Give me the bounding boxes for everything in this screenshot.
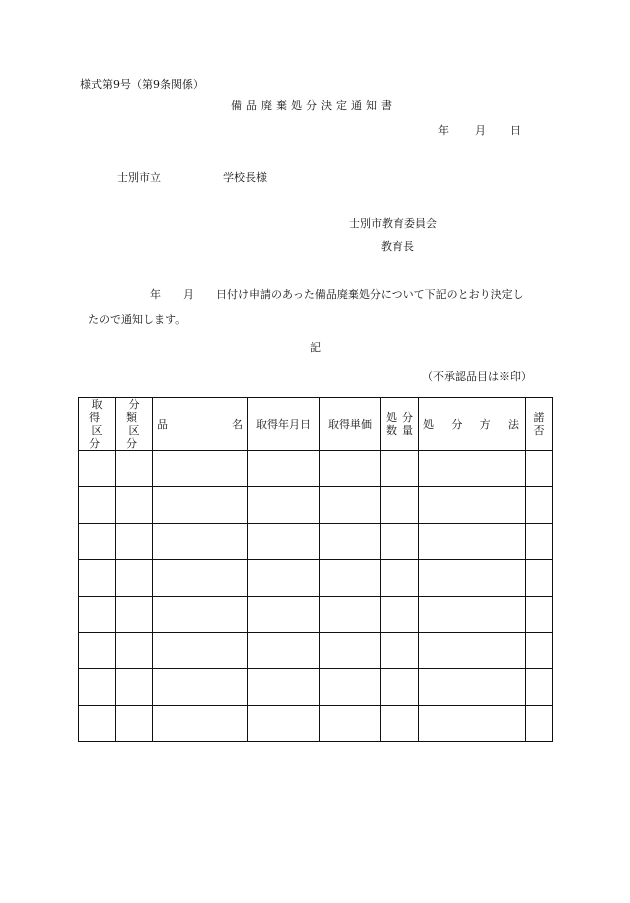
table-cell[interactable]: [248, 596, 320, 632]
table-row: [79, 669, 553, 705]
table-cell[interactable]: [381, 669, 419, 705]
table-row: [79, 596, 553, 632]
table-cell[interactable]: [526, 451, 553, 487]
header-approval: [526, 398, 553, 451]
table-cell[interactable]: [419, 705, 526, 741]
table-cell[interactable]: [116, 560, 153, 596]
table-cell[interactable]: [153, 487, 248, 523]
body-line-1-text: 日付け申請のあった備品廃棄処分について下記のとおり決定し: [216, 288, 524, 301]
table-cell[interactable]: [153, 705, 248, 741]
header-text: 分類: [126, 398, 145, 424]
table-cell[interactable]: [79, 523, 116, 559]
table-cell[interactable]: [116, 451, 153, 487]
table-cell[interactable]: [248, 487, 320, 523]
table-cell[interactable]: [419, 596, 526, 632]
table-cell[interactable]: [153, 560, 248, 596]
table-cell[interactable]: [248, 560, 320, 596]
table-cell[interactable]: [79, 632, 116, 668]
table-cell[interactable]: [116, 632, 153, 668]
table-cell[interactable]: [153, 632, 248, 668]
body-year-label: 年: [150, 288, 161, 301]
header-text: 取得: [89, 398, 108, 424]
table-cell[interactable]: [153, 451, 248, 487]
table-cell[interactable]: [153, 523, 248, 559]
table-cell[interactable]: [419, 523, 526, 559]
table-row: [79, 705, 553, 741]
table-cell[interactable]: [248, 632, 320, 668]
table-cell[interactable]: [248, 705, 320, 741]
table-cell[interactable]: [381, 523, 419, 559]
header-disposal-quantity: [381, 398, 419, 451]
table-cell[interactable]: [320, 487, 381, 523]
header-text: 処分: [386, 411, 418, 424]
table-cell[interactable]: [79, 560, 116, 596]
table-cell[interactable]: [153, 596, 248, 632]
header-disposal-method: [419, 398, 526, 451]
table-header-row: [79, 398, 553, 451]
table-cell[interactable]: [79, 596, 116, 632]
table-row: [79, 487, 553, 523]
table-cell[interactable]: [419, 560, 526, 596]
table-cell[interactable]: [320, 560, 381, 596]
date-month-label: 月: [475, 124, 486, 137]
table-cell[interactable]: [153, 669, 248, 705]
header-classification-category: [116, 398, 153, 451]
table-cell[interactable]: [248, 451, 320, 487]
table-cell[interactable]: [526, 523, 553, 559]
table-row: [79, 523, 553, 559]
date-line: [438, 124, 521, 138]
table-cell[interactable]: [320, 669, 381, 705]
table-row: [79, 451, 553, 487]
header-text: 諾: [533, 411, 545, 424]
table-cell[interactable]: [419, 451, 526, 487]
table-cell[interactable]: [526, 669, 553, 705]
table-cell[interactable]: [320, 523, 381, 559]
table-cell[interactable]: [79, 669, 116, 705]
table-cell[interactable]: [248, 523, 320, 559]
table-cell[interactable]: [419, 487, 526, 523]
header-text: 名: [232, 417, 243, 431]
table-cell[interactable]: [320, 705, 381, 741]
table-cell[interactable]: [381, 632, 419, 668]
header-text: 取得単価: [328, 417, 372, 431]
header-text: 否: [533, 424, 545, 437]
body-line-2: たので通知します。: [88, 313, 187, 326]
body-month-label: 月: [183, 288, 194, 301]
table-cell[interactable]: [526, 560, 553, 596]
recipient-suffix: 学校長様: [223, 171, 267, 184]
table-cell[interactable]: [116, 487, 153, 523]
table-cell[interactable]: [381, 596, 419, 632]
table-cell[interactable]: [320, 632, 381, 668]
table-cell[interactable]: [320, 451, 381, 487]
header-acquisition-unit-price: [320, 398, 381, 451]
table-cell[interactable]: [381, 705, 419, 741]
header-text: 区分: [126, 424, 145, 450]
header-acquisition-category: [79, 398, 116, 451]
table-cell[interactable]: [116, 669, 153, 705]
form-number: 様式第9号（第9条関係）: [80, 78, 204, 91]
disapproval-note: （不承認品目は※印）: [422, 370, 532, 383]
recipient-line: [117, 171, 267, 185]
items-table: [78, 397, 553, 742]
table-cell[interactable]: [381, 487, 419, 523]
table-cell[interactable]: [116, 523, 153, 559]
header-text: 法: [507, 417, 519, 431]
header-acquisition-date: [248, 398, 320, 451]
document-title: 備品廃棄処分決定通知書: [231, 99, 396, 112]
table-cell[interactable]: [526, 487, 553, 523]
header-text: 取得年月日: [256, 417, 311, 431]
date-year-label: 年: [438, 124, 449, 137]
header-text: 品: [157, 417, 168, 431]
table-cell[interactable]: [526, 596, 553, 632]
ki-heading: 記: [310, 341, 321, 354]
table-cell[interactable]: [381, 451, 419, 487]
table-cell[interactable]: [248, 669, 320, 705]
table-cell[interactable]: [526, 632, 553, 668]
table-row: [79, 632, 553, 668]
table-row: [79, 560, 553, 596]
issuer-organization: 士別市教育委員会: [349, 217, 437, 230]
table-cell[interactable]: [116, 596, 153, 632]
header-text: 分: [451, 417, 463, 431]
table-cell[interactable]: [526, 705, 553, 741]
issuer-title: 教育長: [381, 240, 414, 253]
body-line-1: [150, 288, 524, 302]
recipient-prefix: 士別市立: [117, 171, 161, 184]
table-cell[interactable]: [419, 632, 526, 668]
table-cell[interactable]: [116, 705, 153, 741]
date-day-label: 日: [510, 124, 521, 137]
table-cell[interactable]: [320, 596, 381, 632]
table-cell[interactable]: [79, 451, 116, 487]
header-text: 区分: [89, 424, 108, 450]
table-cell[interactable]: [381, 560, 419, 596]
items-table-body: [79, 451, 553, 742]
header-text: 方: [479, 417, 491, 431]
table-cell[interactable]: [79, 487, 116, 523]
header-text: 処: [423, 417, 434, 431]
header-text: 数量: [386, 424, 418, 437]
header-item-name: [153, 398, 248, 451]
table-cell[interactable]: [79, 705, 116, 741]
table-cell[interactable]: [419, 669, 526, 705]
